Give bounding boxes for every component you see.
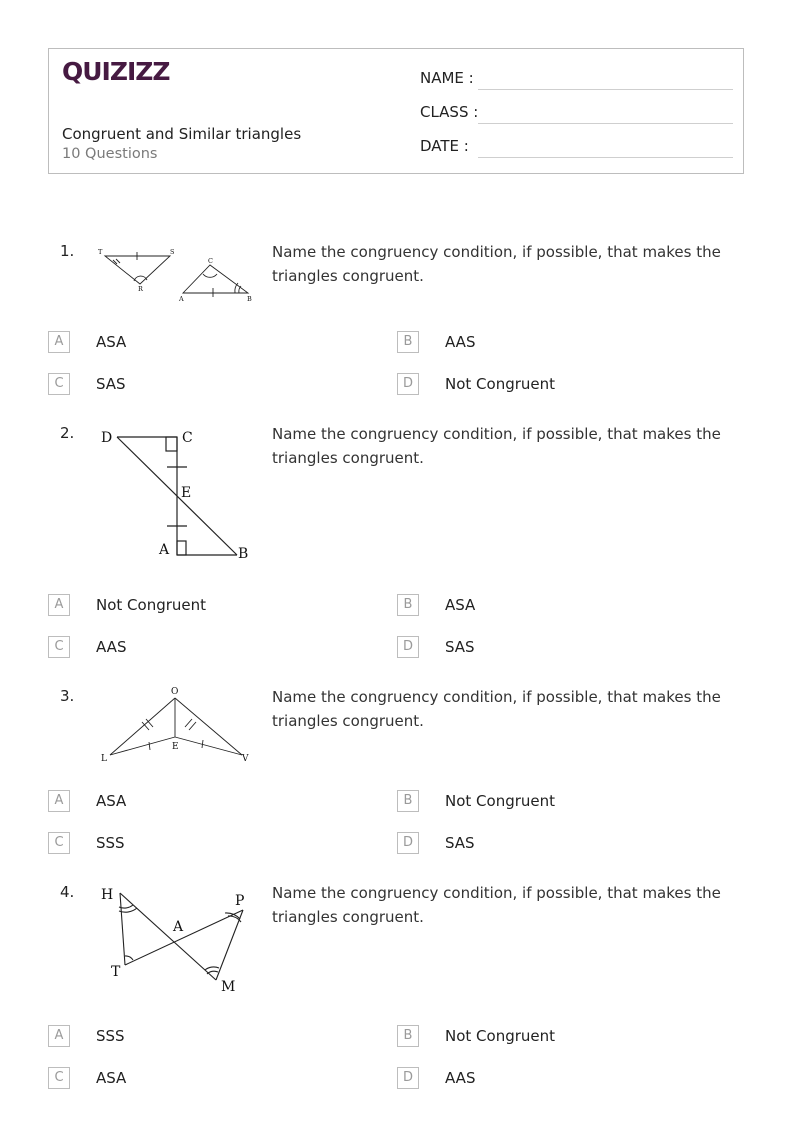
question-text: Name the congruency condition, if possible, that makes the triangles congruent. bbox=[272, 688, 721, 730]
option-letter: C bbox=[48, 832, 70, 854]
question-number: 2. bbox=[60, 424, 75, 442]
option-letter: A bbox=[48, 331, 70, 353]
figure-label: V bbox=[242, 754, 249, 764]
option-letter: D bbox=[397, 373, 419, 395]
option-text[interactable]: Not Congruent bbox=[445, 1027, 556, 1045]
worksheet-title: Congruent and Similar triangles bbox=[62, 125, 302, 143]
option-letter: C bbox=[48, 373, 70, 395]
figure-label: E bbox=[181, 485, 192, 501]
option-letter: B bbox=[397, 594, 419, 616]
figure-label: H bbox=[101, 887, 114, 903]
question-3-figure bbox=[95, 683, 260, 768]
option-letter: A bbox=[48, 594, 70, 616]
option-letter: A bbox=[48, 1025, 70, 1047]
option-letter: D bbox=[397, 1067, 419, 1089]
worksheet-header bbox=[48, 48, 744, 174]
figure-label: S bbox=[170, 248, 175, 256]
name-line bbox=[478, 89, 733, 90]
figure-label: M bbox=[221, 979, 236, 995]
option-letter: D bbox=[397, 636, 419, 658]
option-text[interactable]: Not Congruent bbox=[445, 375, 556, 393]
figure-label: C bbox=[208, 257, 213, 265]
date-label: DATE : bbox=[420, 137, 469, 155]
option-letter: D bbox=[397, 832, 419, 854]
figure-label: T bbox=[98, 248, 103, 256]
question-text: Name the congruency condition, if possible, that makes the triangles congruent. bbox=[272, 425, 721, 467]
figure-label: O bbox=[171, 687, 179, 697]
option-text[interactable]: ASA bbox=[445, 596, 476, 614]
class-label: CLASS : bbox=[420, 103, 479, 121]
option-text[interactable]: AAS bbox=[96, 638, 127, 656]
option-text[interactable]: ASA bbox=[96, 1069, 127, 1087]
option-text[interactable]: AAS bbox=[445, 1069, 476, 1087]
option-letter: B bbox=[397, 1025, 419, 1047]
question-number: 4. bbox=[60, 883, 75, 901]
option-text[interactable]: SSS bbox=[96, 1027, 125, 1045]
question-4-figure bbox=[95, 880, 260, 998]
figure-label: E bbox=[172, 742, 179, 752]
option-text[interactable]: ASA bbox=[96, 792, 127, 810]
option-letter: A bbox=[48, 790, 70, 812]
question-number: 1. bbox=[60, 242, 75, 260]
question-text: Name the congruency condition, if possible, that makes the triangles congruent. bbox=[272, 243, 721, 285]
question-number: 3. bbox=[60, 687, 75, 705]
question-2-figure bbox=[95, 425, 260, 565]
option-text[interactable]: SSS bbox=[96, 834, 125, 852]
question-text: Name the congruency condition, if possible, that makes the triangles congruent. bbox=[272, 884, 721, 926]
question-1-figure bbox=[95, 244, 260, 306]
question-count: 10 Questions bbox=[62, 146, 158, 162]
option-text[interactable]: Not Congruent bbox=[96, 596, 207, 614]
figure-label: A bbox=[159, 542, 170, 558]
figure-label: R bbox=[138, 285, 143, 293]
option-text[interactable]: SAS bbox=[445, 834, 475, 852]
option-letter: C bbox=[48, 1067, 70, 1089]
figure-label: A bbox=[179, 295, 184, 303]
option-text[interactable]: ASA bbox=[96, 333, 127, 351]
name-label: NAME : bbox=[420, 69, 474, 87]
option-text[interactable]: Not Congruent bbox=[445, 792, 556, 810]
option-letter: B bbox=[397, 790, 419, 812]
option-text[interactable]: AAS bbox=[445, 333, 476, 351]
figure-label: C bbox=[182, 430, 193, 446]
figure-label: L bbox=[101, 754, 107, 764]
figure-label: P bbox=[235, 893, 245, 909]
figure-label: B bbox=[238, 546, 249, 562]
class-line bbox=[478, 123, 733, 124]
option-text[interactable]: SAS bbox=[96, 375, 126, 393]
figure-label: D bbox=[101, 430, 113, 446]
figure-label: B bbox=[247, 295, 252, 303]
figure-label: T bbox=[111, 964, 121, 980]
quizizz-logo: QUIZIZZ bbox=[62, 57, 170, 86]
option-text[interactable]: SAS bbox=[445, 638, 475, 656]
figure-label: A bbox=[173, 919, 184, 935]
date-line bbox=[478, 157, 733, 158]
option-letter: C bbox=[48, 636, 70, 658]
option-letter: B bbox=[397, 331, 419, 353]
